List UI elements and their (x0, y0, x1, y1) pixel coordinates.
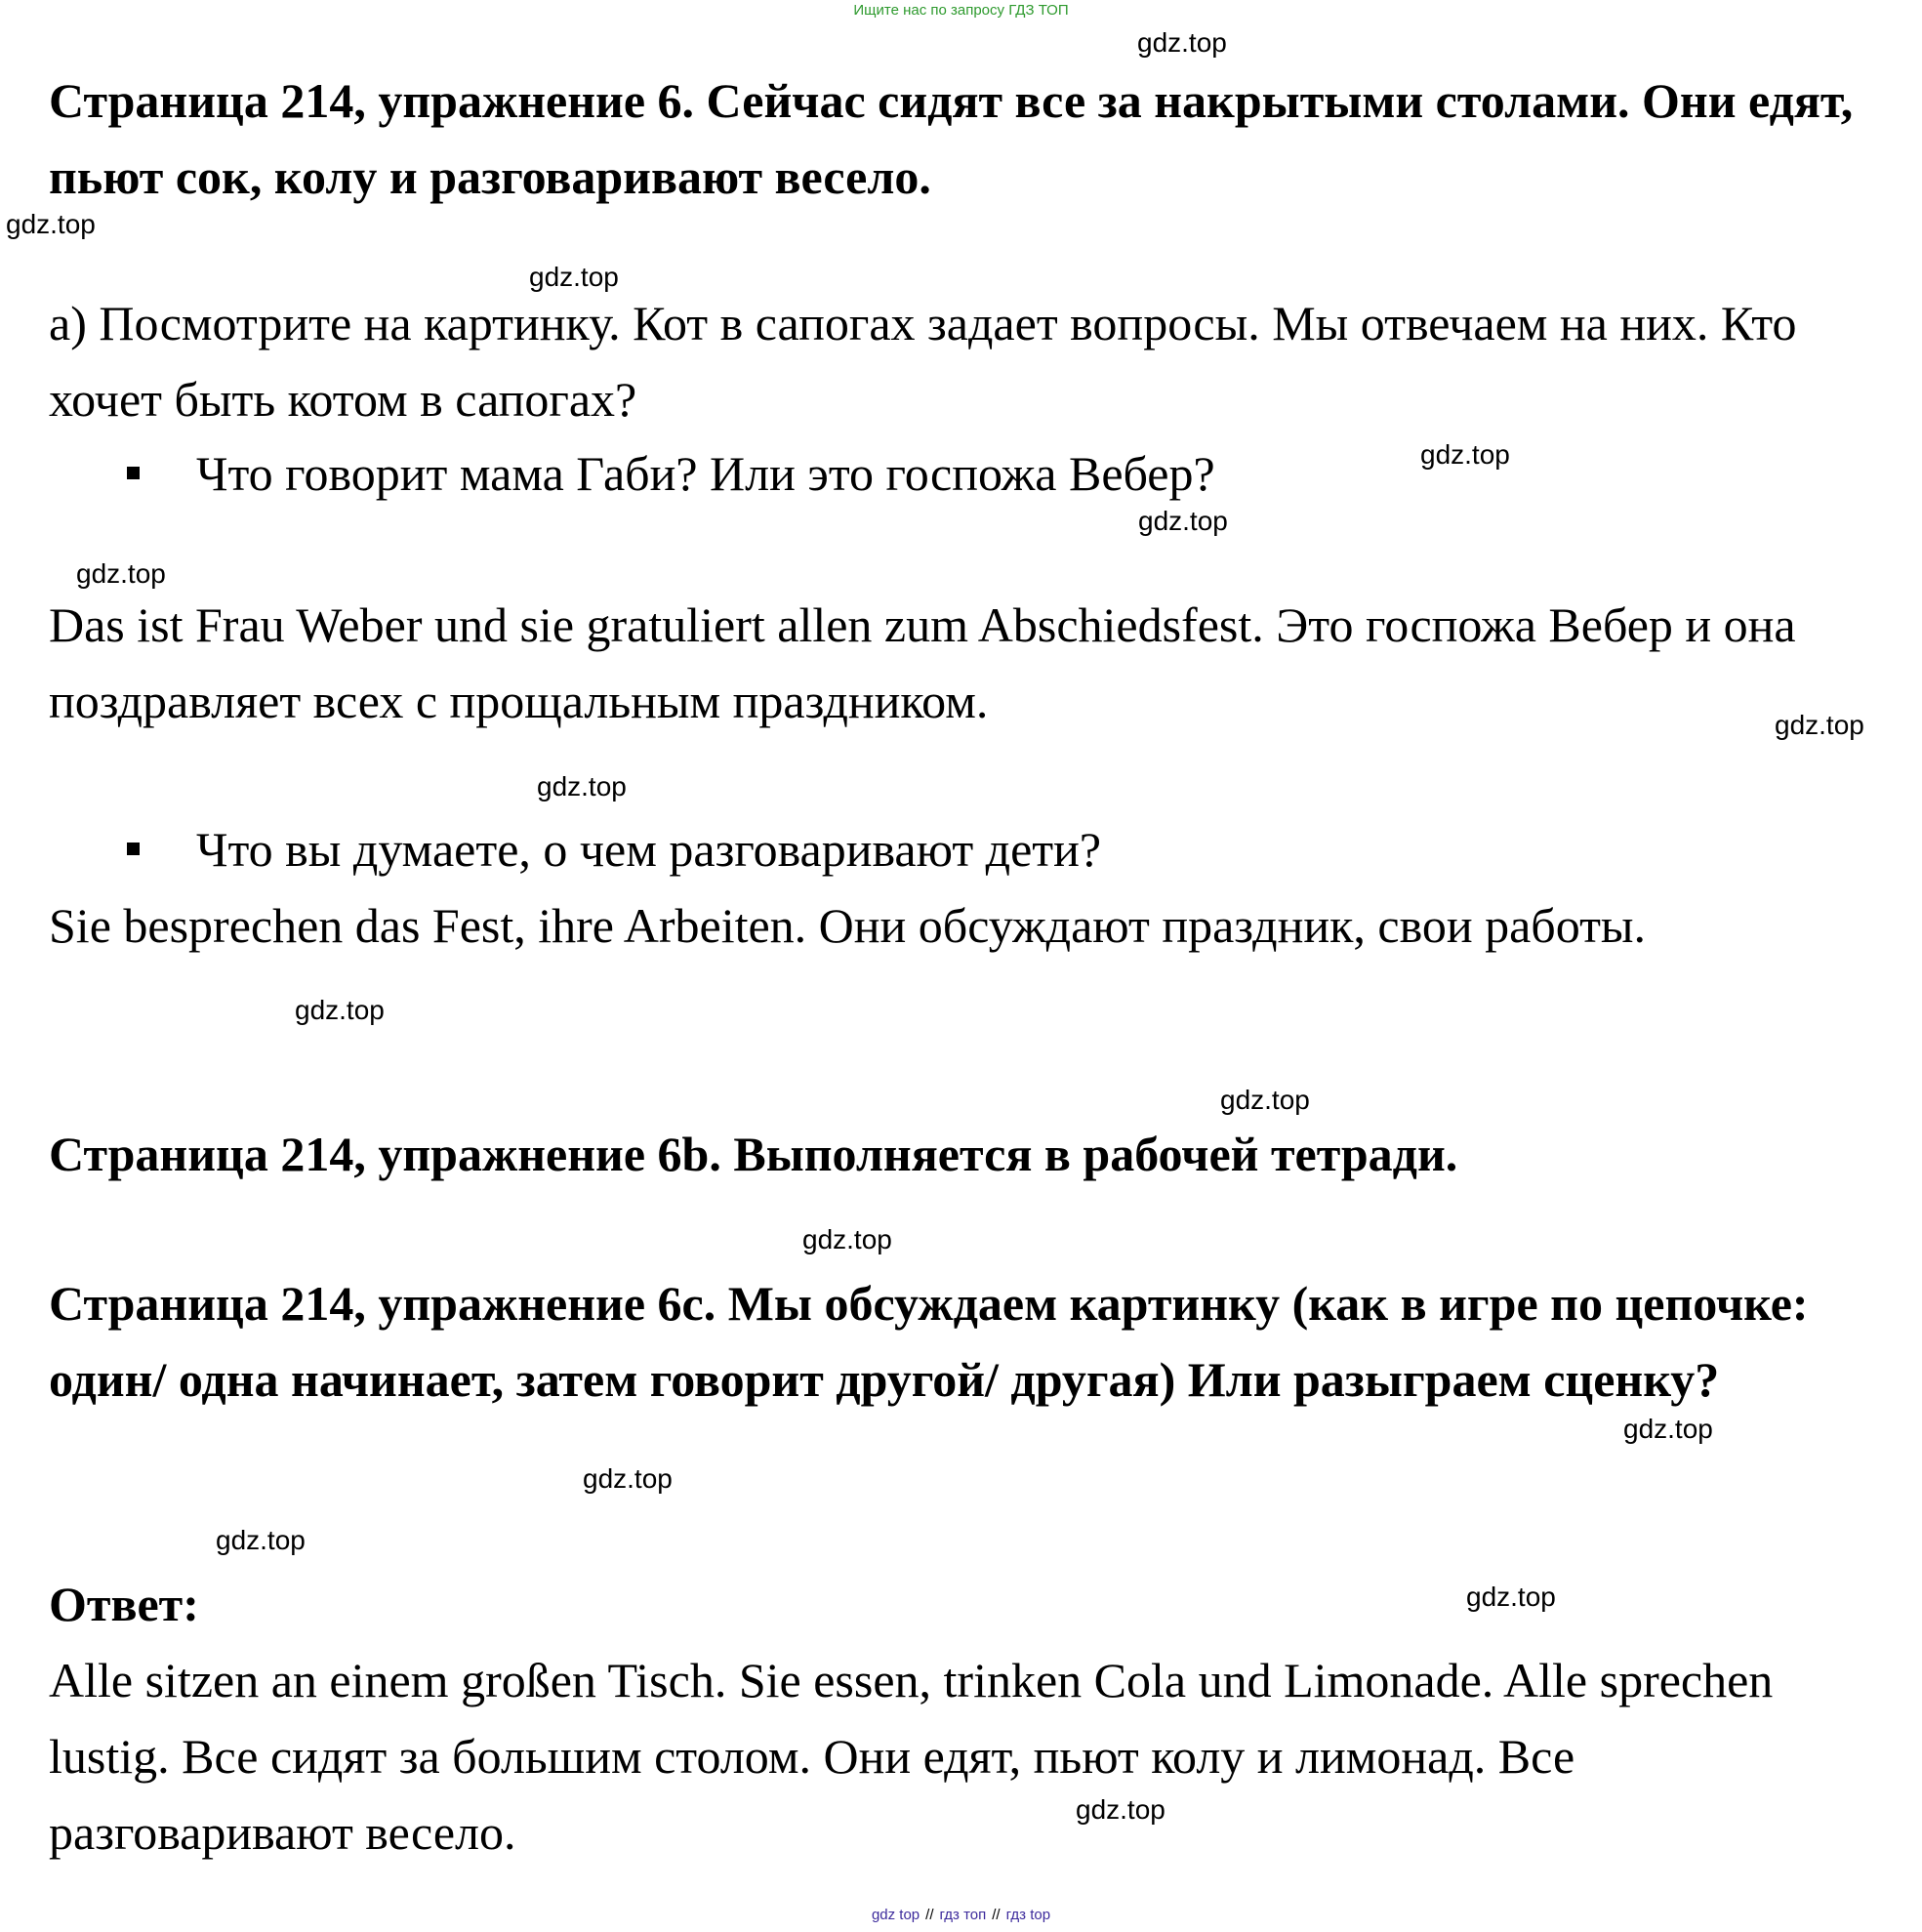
separator: // (992, 1907, 1001, 1923)
watermark: gdz.top (537, 771, 627, 802)
answer-1-text: Das ist Frau Weber und sie gratuliert allen zum Abschiedsfest. Это госпожа Вебер и она поздравляет всех с прощальным праздником. (49, 597, 1796, 728)
question-bullet-1 (127, 435, 1215, 512)
top-banner-link[interactable]: Ищите нас по запросу ГДЗ ТОП (853, 2, 1069, 19)
answer-label: Ответ: (49, 1577, 199, 1631)
bottom-link-gdz-top-mixed[interactable]: гдз top (1005, 1907, 1051, 1923)
bullet-marker (127, 467, 140, 479)
question-1-text: Что говорит мама Габи? Или это госпожа Вебер? (196, 446, 1215, 501)
watermark: gdz.top (1138, 506, 1228, 536)
watermark: gdz.top (216, 1525, 306, 1555)
watermark: gdz.top (1220, 1085, 1310, 1115)
exercise-6-heading: Страница 214, упражнение 6. Сейчас сидят все за накрытыми столами. Они едят, пьют сок, колу и разговаривают весело. (49, 73, 1854, 204)
question-2-text: Что вы думаете, о чем разговаривают дети? (196, 822, 1102, 877)
question-bullet-2 (127, 811, 1101, 887)
bottom-link-gdz-top-ru[interactable]: гдз топ (939, 1907, 987, 1923)
watermark: gdz.top (295, 995, 385, 1025)
watermark: gdz.top (1623, 1414, 1713, 1444)
watermark: gdz.top (1076, 1794, 1165, 1825)
exercise-6c-heading: Страница 214, упражнение 6c. Мы обсуждаем картинку (как в игре по цепочке: один/ одна начинает, затем говорит другой/ другая) Или разыграем сценку? (49, 1276, 1809, 1407)
answer-3-text: Alle sitzen an einem großen Tisch. Sie essen, trinken Cola und Limonade. Alle sprechen lustig. Все сидят за большим столом. Они едят, пьют колу и лимонад. Все разговаривают весело. (49, 1653, 1774, 1860)
exercise-6a-intro: а) Посмотрите на картинку. Кот в сапогах задает вопросы. Мы отвечаем на них. Кто хочет быть котом в сапогах? (49, 296, 1797, 427)
bullet-marker (127, 843, 140, 855)
watermark: gdz.top (1775, 710, 1864, 740)
bottom-banner (0, 1907, 1922, 1923)
separator: // (925, 1907, 934, 1923)
watermark: gdz.top (529, 262, 619, 292)
watermark: gdz.top (802, 1224, 892, 1254)
bottom-link-gdz-top[interactable]: gdz top (871, 1907, 920, 1923)
watermark: gdz.top (76, 558, 166, 589)
exercise-6b-heading: Страница 214, упражнение 6b. Выполняется в рабочей тетради. (49, 1127, 1458, 1181)
watermark: gdz.top (1466, 1582, 1556, 1612)
watermark: gdz.top (583, 1463, 673, 1494)
answer-2-text: Sie besprechen das Fest, ihre Arbeiten. Они обсуждают праздник, свои работы. (49, 898, 1647, 953)
watermark: gdz.top (1137, 27, 1227, 58)
watermark: gdz.top (6, 209, 96, 239)
watermark: gdz.top (1420, 439, 1510, 470)
